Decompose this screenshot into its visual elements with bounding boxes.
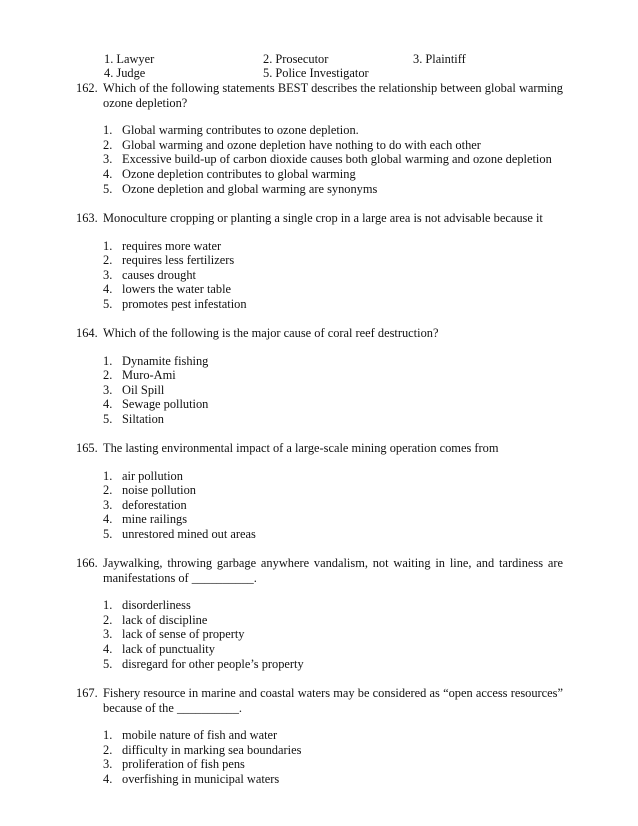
question-162 [76,81,563,196]
option [103,152,563,167]
question-text: Which of the following statements BEST describes the relationship between global warming ozone depletion? [103,81,563,110]
option-text: Ozone depletion and global warming are synonyms [122,181,378,196]
option-number: 1. [103,468,113,483]
option [103,383,563,398]
option-number: 2. [103,483,113,498]
question-164 [76,326,563,427]
option [103,182,563,197]
option [103,743,563,758]
option-number: 1. [103,598,113,613]
option-text: mine railings [122,512,188,527]
option [103,253,563,268]
question-165 [76,441,563,542]
option-number: 4. [103,166,113,181]
option [103,397,563,412]
question-number: 165. [76,441,98,455]
option-text: Siltation [122,411,164,426]
top-option-1: 1. Lawyer [104,52,155,66]
option [103,498,563,513]
option-text: air pollution [122,468,183,483]
option-text: mobile nature of fish and water [122,728,278,743]
option-number: 2. [103,368,113,383]
option-list [76,728,563,786]
option [103,123,563,138]
option [103,354,563,369]
option-number: 2. [103,253,113,268]
option-list [76,123,563,196]
option-number: 1. [103,123,113,138]
top-option-5: 5. Police Investigator [263,66,369,80]
option-text: Global warming contributes to ozone depletion. [122,123,359,138]
option [103,412,563,427]
option-text: difficulty in marking sea boundaries [122,742,302,757]
option-text: proliferation of fish pens [122,757,245,772]
option [103,282,563,297]
option-number: 4. [103,771,113,786]
option [103,613,563,628]
top-option-2: 2. Prosecutor [263,52,329,66]
option-number: 3. [103,627,113,642]
option-number: 5. [103,526,113,541]
option-list [76,239,563,312]
option-text: Global warming and ozone depletion have nothing to do with each other [122,137,481,152]
option-text: Dynamite fishing [122,353,209,368]
option-number: 3. [103,382,113,397]
question-stem [76,556,563,585]
option-number: 5. [103,411,113,426]
option [103,368,563,383]
option [103,512,563,527]
option-text: promotes pest infestation [122,296,247,311]
option-number: 5. [103,656,113,671]
question-stem [76,686,563,715]
option [103,642,563,657]
question-text: Jaywalking, throwing garbage anywhere vandalism, not waiting in line, and tardiness are manifestations of __________. [103,556,563,585]
option [103,772,563,787]
question-stem [76,211,563,226]
option-number: 3. [103,267,113,282]
option [103,527,563,542]
option-number: 2. [103,137,113,152]
option [103,268,563,283]
option-text: Ozone depletion contributes to global warming [122,166,356,181]
option-text: Oil Spill [122,382,165,397]
option-number: 5. [103,296,113,311]
option-number: 1. [103,238,113,253]
question-text: Monoculture cropping or planting a single crop in a large area is not advisable because it [103,211,543,225]
option-text: Sewage pollution [122,397,209,412]
option-text: unrestored mined out areas [122,526,256,541]
question-number: 163. [76,211,98,225]
option-number: 3. [103,497,113,512]
option-list [76,469,563,542]
question-text: Fishery resource in marine and coastal waters may be considered as “open access resources” because of the __________. [103,686,563,715]
option-number: 4. [103,282,113,297]
question-163 [76,211,563,312]
option-text: overfishing in municipal waters [122,771,280,786]
option-text: deforestation [122,497,187,512]
question-text: Which of the following is the major cause of coral reef destruction? [103,326,439,340]
option-list [76,354,563,427]
question-stem [76,441,563,456]
question-text: The lasting environmental impact of a large-scale mining operation comes from [103,441,499,455]
option-number: 2. [103,742,113,757]
option-text: lowers the water table [122,282,232,297]
option [103,757,563,772]
option [103,167,563,182]
question-number: 167. [76,686,98,700]
top-option-3: 3. Plaintiff [413,52,466,66]
question-number: 162. [76,81,98,95]
option-text: noise pollution [122,483,196,498]
question-166 [76,556,563,671]
option [103,627,563,642]
option-text: Excessive build-up of carbon dioxide causes both global warming and ozone depletion [122,152,552,167]
option-text: requires more water [122,238,222,253]
option [103,598,563,613]
option-text: lack of punctuality [122,641,215,656]
option-text: requires less fertilizers [122,253,235,268]
question-167 [76,686,563,787]
option-text: disregard for other people’s property [122,656,304,671]
option [103,239,563,254]
question-number: 166. [76,556,98,570]
option-number: 4. [103,641,113,656]
option-number: 4. [103,512,113,527]
option [103,469,563,484]
top-option-4: 4. Judge [104,66,146,80]
option-number: 3. [103,152,113,167]
question-number: 164. [76,326,98,340]
option-text: disorderliness [122,598,191,613]
option [103,657,563,672]
option-number: 1. [103,728,113,743]
question-stem [76,326,563,341]
option-text: causes drought [122,267,196,282]
option-number: 3. [103,757,113,772]
option-text: lack of sense of property [122,627,245,642]
option [103,728,563,743]
option-text: Muro-Ami [122,368,176,383]
option [103,138,563,153]
option-number: 2. [103,612,113,627]
option-number: 4. [103,397,113,412]
option-number: 5. [103,181,113,196]
question-stem [76,81,563,110]
option-text: lack of discipline [122,612,208,627]
option-list [76,598,563,671]
option-number: 1. [103,353,113,368]
option [103,297,563,312]
option [103,483,563,498]
